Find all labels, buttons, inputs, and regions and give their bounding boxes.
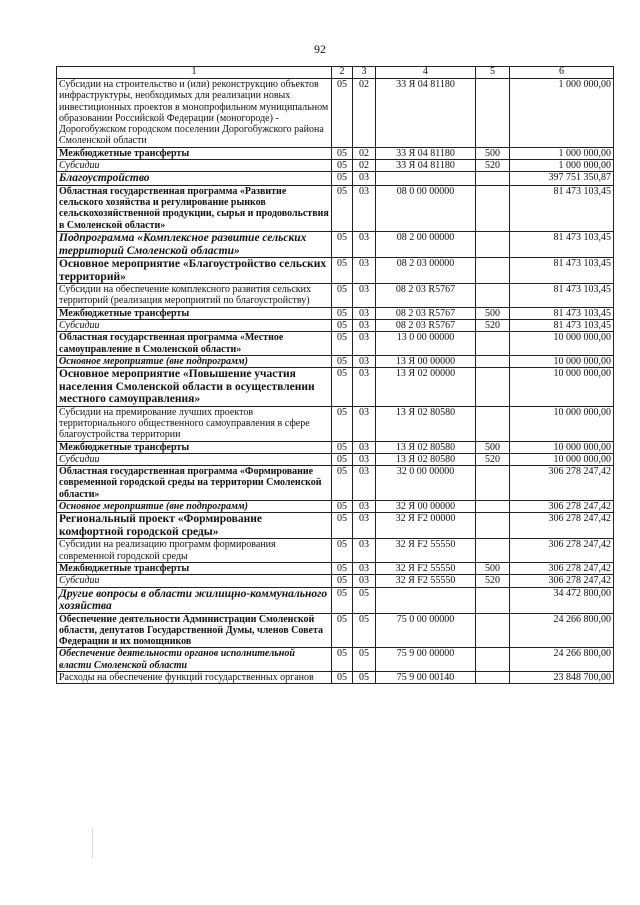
target-article-cell: 13 Я 02 00000 (376, 368, 476, 407)
row-name-cell: Субсидии (57, 575, 332, 587)
subsection-code-cell: 03 (353, 513, 376, 539)
table-row (57, 453, 614, 465)
section-code-cell: 05 (332, 501, 353, 513)
expense-type-cell (476, 587, 510, 613)
subsection-code-cell: 03 (353, 232, 376, 258)
section-code-cell: 05 (332, 185, 353, 231)
table-row (57, 307, 614, 319)
subsection-code-cell: 03 (353, 332, 376, 356)
table-row (57, 355, 614, 367)
amount-cell: 306 278 247,42 (510, 575, 614, 587)
row-name-cell: Областная государственная программа «Формирование современной городской среды на территории Смоленской области» (57, 466, 332, 501)
target-article-cell: 13 Я 00 00000 (376, 355, 476, 367)
amount-cell: 81 473 103,45 (510, 185, 614, 231)
amount-cell: 1 000 000,00 (510, 160, 614, 172)
target-article-cell: 32 Я F2 00000 (376, 513, 476, 539)
target-article-cell: 32 Я F2 55550 (376, 539, 476, 563)
expense-type-cell (476, 539, 510, 563)
amount-cell: 306 278 247,42 (510, 562, 614, 574)
amount-cell: 10 000 000,00 (510, 453, 614, 465)
amount-cell: 24 266 800,00 (510, 648, 614, 672)
amount-cell: 306 278 247,42 (510, 501, 614, 513)
row-name-cell: Областная государственная программа «Развитие сельского хозяйства и регулирование рынков сельскохозяйственной продукции, сырья и продовольствия в Смоленской области» (57, 185, 332, 231)
amount-cell: 23 848 700,00 (510, 671, 614, 683)
expense-type-cell: 520 (476, 575, 510, 587)
expense-type-cell: 500 (476, 441, 510, 453)
table-row (57, 319, 614, 331)
section-code-cell: 05 (332, 79, 353, 148)
target-article-cell: 08 2 03 R5767 (376, 284, 476, 308)
target-article-cell: 75 9 00 00140 (376, 671, 476, 683)
subsection-code-cell: 03 (353, 319, 376, 331)
table-row (57, 147, 614, 159)
target-article-cell: 33 Я 04 81180 (376, 160, 476, 172)
row-name-cell: Подпрограмма «Комплексное развитие сельских территорий Смоленской области» (57, 232, 332, 258)
table-row (57, 406, 614, 441)
subsection-code-cell: 05 (353, 671, 376, 683)
subsection-code-cell: 03 (353, 406, 376, 441)
table-row (57, 441, 614, 453)
row-name-cell: Межбюджетные трансферты (57, 562, 332, 574)
target-article-cell: 08 2 03 00000 (376, 258, 476, 284)
target-article-cell: 13 0 00 00000 (376, 332, 476, 356)
section-code-cell: 05 (332, 284, 353, 308)
expense-type-cell (476, 172, 510, 186)
row-name-cell: Основное мероприятие (вне подпрограмм) (57, 501, 332, 513)
table-row (57, 466, 614, 501)
amount-cell: 306 278 247,42 (510, 466, 614, 501)
section-code-cell: 05 (332, 575, 353, 587)
row-name-cell: Субсидии (57, 319, 332, 331)
row-name-cell: Основное мероприятие «Повышение участия населения Смоленской области в осуществлении местного самоуправления» (57, 368, 332, 407)
target-article-cell: 08 2 03 R5767 (376, 307, 476, 319)
subsection-code-cell: 03 (353, 258, 376, 284)
scan-artifact (92, 828, 93, 858)
amount-cell: 10 000 000,00 (510, 355, 614, 367)
table-row (57, 671, 614, 683)
section-code-cell: 05 (332, 172, 353, 186)
target-article-cell: 08 0 00 00000 (376, 185, 476, 231)
expense-type-cell: 520 (476, 319, 510, 331)
expense-type-cell (476, 613, 510, 648)
amount-cell: 306 278 247,42 (510, 513, 614, 539)
target-article-cell: 32 Я F2 55550 (376, 562, 476, 574)
section-code-cell: 05 (332, 587, 353, 613)
subsection-code-cell: 03 (353, 368, 376, 407)
section-code-cell: 05 (332, 648, 353, 672)
amount-cell: 24 266 800,00 (510, 613, 614, 648)
expense-type-cell (476, 185, 510, 231)
amount-cell: 81 473 103,45 (510, 284, 614, 308)
expense-type-cell (476, 332, 510, 356)
subsection-code-cell: 05 (353, 648, 376, 672)
table-row (57, 587, 614, 613)
subsection-code-cell: 03 (353, 466, 376, 501)
target-article-cell: 08 2 03 R5767 (376, 319, 476, 331)
section-code-cell: 05 (332, 258, 353, 284)
subsection-code-cell: 05 (353, 613, 376, 648)
row-name-cell: Региональный проект «Формирование комфортной городской среды» (57, 513, 332, 539)
expense-type-cell (476, 501, 510, 513)
target-article-cell (376, 172, 476, 186)
subsection-code-cell: 03 (353, 441, 376, 453)
row-name-cell: Субсидии (57, 453, 332, 465)
target-article-cell: 13 Я 02 80580 (376, 441, 476, 453)
expense-type-cell (476, 513, 510, 539)
amount-cell: 81 473 103,45 (510, 258, 614, 284)
column-header: 3 (353, 67, 376, 79)
subsection-code-cell: 03 (353, 575, 376, 587)
section-code-cell: 05 (332, 368, 353, 407)
section-code-cell: 05 (332, 232, 353, 258)
expense-type-cell: 500 (476, 562, 510, 574)
subsection-code-cell: 02 (353, 147, 376, 159)
section-code-cell: 05 (332, 513, 353, 539)
amount-cell: 34 472 800,00 (510, 587, 614, 613)
expense-type-cell (476, 232, 510, 258)
expense-type-cell (476, 355, 510, 367)
column-header: 1 (57, 67, 332, 79)
target-article-cell: 08 2 00 00000 (376, 232, 476, 258)
expense-type-cell (476, 671, 510, 683)
row-name-cell: Расходы на обеспечение функций государственных органов (57, 671, 332, 683)
expense-type-cell (476, 406, 510, 441)
section-code-cell: 05 (332, 562, 353, 574)
expense-type-cell: 500 (476, 307, 510, 319)
target-article-cell: 32 Я F2 55550 (376, 575, 476, 587)
amount-cell: 10 000 000,00 (510, 332, 614, 356)
column-header: 6 (510, 67, 614, 79)
section-code-cell: 05 (332, 671, 353, 683)
amount-cell: 306 278 247,42 (510, 539, 614, 563)
amount-cell: 10 000 000,00 (510, 441, 614, 453)
amount-cell: 81 473 103,45 (510, 319, 614, 331)
subsection-code-cell: 03 (353, 355, 376, 367)
table-row (57, 160, 614, 172)
row-name-cell: Обеспечение деятельности органов исполнительной власти Смоленской области (57, 648, 332, 672)
table-row (57, 172, 614, 186)
expense-type-cell: 520 (476, 453, 510, 465)
section-code-cell: 05 (332, 319, 353, 331)
row-name-cell: Межбюджетные трансферты (57, 441, 332, 453)
budget-table (56, 66, 614, 684)
amount-cell: 10 000 000,00 (510, 368, 614, 407)
table-row (57, 284, 614, 308)
subsection-code-cell: 03 (353, 307, 376, 319)
table-row (57, 575, 614, 587)
row-name-cell: Межбюджетные трансферты (57, 307, 332, 319)
section-code-cell: 05 (332, 160, 353, 172)
subsection-code-cell: 03 (353, 185, 376, 231)
target-article-cell: 32 0 00 00000 (376, 466, 476, 501)
section-code-cell: 05 (332, 332, 353, 356)
subsection-code-cell: 03 (353, 284, 376, 308)
table-row (57, 648, 614, 672)
section-code-cell: 05 (332, 466, 353, 501)
table-row (57, 562, 614, 574)
expense-type-cell: 520 (476, 160, 510, 172)
table-row (57, 513, 614, 539)
expense-type-cell (476, 284, 510, 308)
target-article-cell: 32 Я 00 00000 (376, 501, 476, 513)
amount-cell: 81 473 103,45 (510, 232, 614, 258)
target-article-cell: 13 Я 02 80580 (376, 406, 476, 441)
expense-type-cell (476, 368, 510, 407)
amount-cell: 1 000 000,00 (510, 79, 614, 148)
section-code-cell: 05 (332, 307, 353, 319)
amount-cell: 81 473 103,45 (510, 307, 614, 319)
expense-type-cell (476, 466, 510, 501)
table-row (57, 539, 614, 563)
target-article-cell: 75 0 00 00000 (376, 613, 476, 648)
table-header-row (57, 67, 614, 79)
section-code-cell: 05 (332, 441, 353, 453)
section-code-cell: 05 (332, 613, 353, 648)
table-row (57, 185, 614, 231)
subsection-code-cell: 02 (353, 79, 376, 148)
section-code-cell: 05 (332, 147, 353, 159)
subsection-code-cell: 03 (353, 539, 376, 563)
target-article-cell: 13 Я 02 80580 (376, 453, 476, 465)
subsection-code-cell: 03 (353, 172, 376, 186)
row-name-cell: Субсидии на обеспечение комплексного развития сельских территорий (реализация мероприятий по благоустройству) (57, 284, 332, 308)
amount-cell: 1 000 000,00 (510, 147, 614, 159)
column-header: 2 (332, 67, 353, 79)
row-name-cell: Областная государственная программа «Местное самоуправление в Смоленской области» (57, 332, 332, 356)
amount-cell: 10 000 000,00 (510, 406, 614, 441)
row-name-cell: Субсидии на строительство и (или) реконструкцию объектов инфраструктуры, необходимых для реализации новых инвестиционных проектов в монопрофильном муниципальном образовании Российской Федерации (моногороде) - Дорогобужском городском поселении Дорогобужского района Смоленской области (57, 79, 332, 148)
row-name-cell: Межбюджетные трансферты (57, 147, 332, 159)
table-row (57, 368, 614, 407)
expense-type-cell (476, 258, 510, 284)
row-name-cell: Благоустройство (57, 172, 332, 186)
row-name-cell: Основное мероприятие (вне подпрограмм) (57, 355, 332, 367)
subsection-code-cell: 02 (353, 160, 376, 172)
subsection-code-cell: 05 (353, 587, 376, 613)
table-row (57, 613, 614, 648)
row-name-cell: Другие вопросы в области жилищно-коммунального хозяйства (57, 587, 332, 613)
row-name-cell: Обеспечение деятельности Администрации Смоленской области, депутатов Государственной Думы, членов Совета Федерации и их помощников (57, 613, 332, 648)
row-name-cell: Субсидии (57, 160, 332, 172)
expense-type-cell: 500 (476, 147, 510, 159)
target-article-cell: 33 Я 04 81180 (376, 147, 476, 159)
target-article-cell (376, 587, 476, 613)
target-article-cell: 75 9 00 00000 (376, 648, 476, 672)
row-name-cell: Субсидии на премирование лучших проектов территориального общественного самоуправления в сфере благоустройства территории (57, 406, 332, 441)
table-row (57, 258, 614, 284)
section-code-cell: 05 (332, 539, 353, 563)
table-row (57, 501, 614, 513)
section-code-cell: 05 (332, 453, 353, 465)
row-name-cell: Основное мероприятие «Благоустройство сельских территорий» (57, 258, 332, 284)
section-code-cell: 05 (332, 355, 353, 367)
page-number: 92 (314, 42, 326, 56)
column-header: 5 (476, 67, 510, 79)
expense-type-cell (476, 79, 510, 148)
column-header: 4 (376, 67, 476, 79)
subsection-code-cell: 03 (353, 453, 376, 465)
row-name-cell: Субсидии на реализацию программ формирования современной городской среды (57, 539, 332, 563)
target-article-cell: 33 Я 04 81180 (376, 79, 476, 148)
expense-type-cell (476, 648, 510, 672)
table-row (57, 332, 614, 356)
subsection-code-cell: 03 (353, 562, 376, 574)
subsection-code-cell: 03 (353, 501, 376, 513)
table-row (57, 232, 614, 258)
table-row (57, 79, 614, 148)
amount-cell: 397 751 350,87 (510, 172, 614, 186)
section-code-cell: 05 (332, 406, 353, 441)
